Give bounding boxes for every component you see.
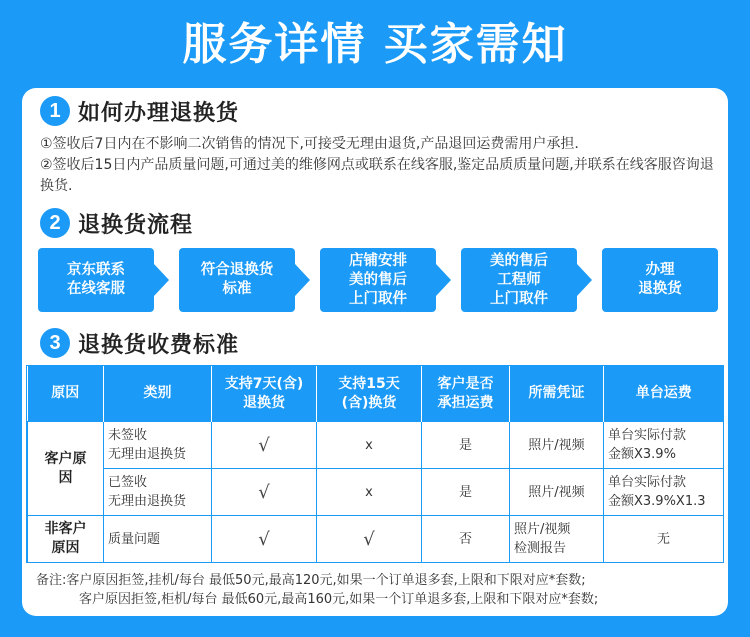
section-1-text — [40, 134, 716, 197]
support-15day-cell: x — [317, 469, 422, 516]
support-7day-cell: √ — [212, 516, 317, 563]
support-7day-cell: √ — [212, 469, 317, 516]
header-category: 类别 — [104, 366, 212, 422]
shipping-bear-cell: 是 — [422, 422, 510, 469]
header-7day: 支持7天(含)退换货 — [212, 366, 317, 422]
flow-step-3: 店铺安排 美的售后 上门取件 — [320, 248, 436, 312]
fee-cell: 单台实际付款 金额X3.9% — [604, 422, 724, 469]
reason-cell: 非客户原因 — [28, 516, 104, 563]
note-line-1: 备注:客户原因拒签,挂机/每台 最低50元,最高120元,如果一个订单退多套,上限和下限对应*套数; — [36, 573, 586, 588]
fee-cell: 无 — [604, 516, 724, 563]
proof-cell: 照片/视频 检测报告 — [510, 516, 604, 563]
category-cell: 未签收 无理由退换货 — [104, 422, 212, 469]
header-reason: 原因 — [28, 366, 104, 422]
number-2-icon: 2 — [40, 208, 70, 238]
support-15day-cell: √ — [317, 516, 422, 563]
flow-step-5: 办理 退换货 — [602, 248, 718, 312]
page-title: 服务详情 买家需知 — [182, 19, 568, 70]
table-row — [28, 469, 724, 516]
support-15day-cell: x — [317, 422, 422, 469]
section-2-title: 退换货流程 — [78, 212, 194, 238]
header-fee: 单台运费 — [604, 366, 724, 422]
service-card — [22, 88, 728, 616]
number-1-icon: 1 — [40, 96, 70, 126]
rule-line-1: ①签收后7日内在不影响二次销售的情况下,可接受无理由退货,产品退回运费需用户承担. — [40, 136, 579, 152]
table-row — [28, 422, 724, 469]
section-1-title: 如何办理退换货 — [78, 100, 240, 126]
section-1-header — [40, 94, 239, 128]
section-3-header — [40, 326, 239, 360]
support-7day-cell: √ — [212, 422, 317, 469]
category-cell: 质量问题 — [104, 516, 212, 563]
table-header-row — [28, 366, 724, 422]
rule-line-2: ②签收后15日内产品质量问题,可通过美的维修网点或联系在线客服,鉴定品质质量问题,并联系在线客服咨询退换货. — [40, 157, 714, 194]
section-3-title: 退换货收费标准 — [78, 332, 240, 358]
flow-step-2: 符合退换货 标准 — [179, 248, 295, 312]
header-15day: 支持15天(含)换货 — [317, 366, 422, 422]
flow-step-1: 京东联系 在线客服 — [38, 248, 154, 312]
fee-cell: 单台实际付款 金额X3.9%X1.3 — [604, 469, 724, 516]
fee-table — [26, 365, 724, 563]
header-proof: 所需凭证 — [510, 366, 604, 422]
shipping-bear-cell: 是 — [422, 469, 510, 516]
reason-cell: 客户原因 — [28, 422, 104, 516]
section-2-header — [40, 206, 193, 240]
flow-step-4: 美的售后 工程师 上门取件 — [461, 248, 577, 312]
category-cell: 已签收 无理由退换货 — [104, 469, 212, 516]
number-3-icon: 3 — [40, 328, 70, 358]
process-flow — [38, 248, 718, 312]
proof-cell: 照片/视频 — [510, 469, 604, 516]
shipping-bear-cell: 否 — [422, 516, 510, 563]
proof-cell: 照片/视频 — [510, 422, 604, 469]
note-line-2: 客户原因拒签,柜机/每台 最低60元,最高160元,如果一个订单退多套,上限和下限对应*套数; — [79, 592, 599, 607]
header-shipping: 客户是否承担运费 — [422, 366, 510, 422]
notes — [36, 571, 722, 609]
table-row — [28, 516, 724, 563]
